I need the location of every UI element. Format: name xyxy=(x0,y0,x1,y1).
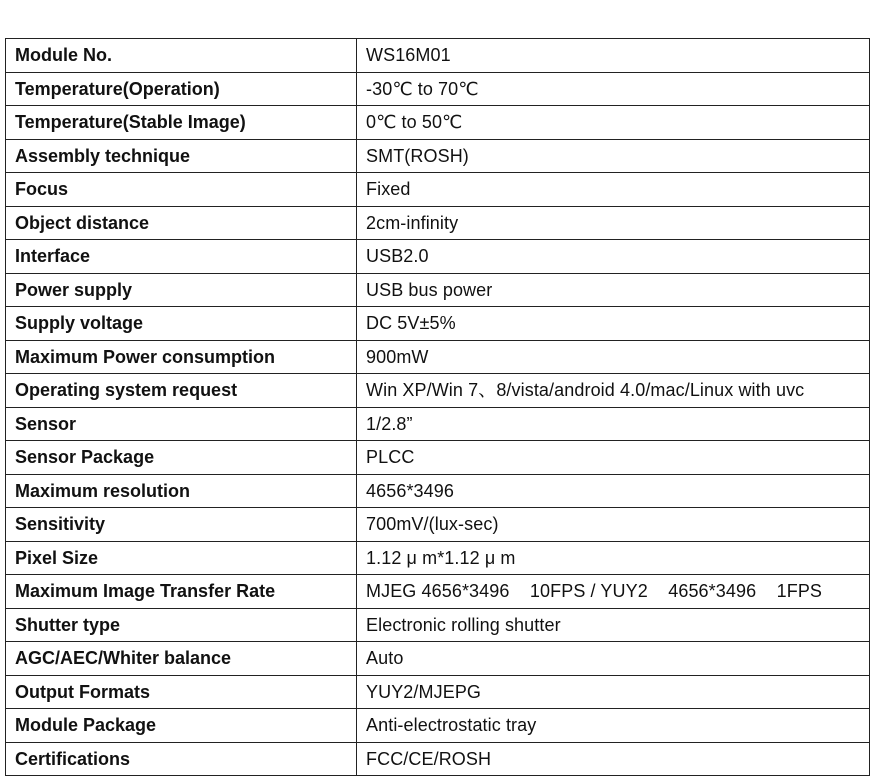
spec-value: USB bus power xyxy=(357,273,870,307)
spec-label: Temperature(Stable Image) xyxy=(6,106,357,140)
table-row xyxy=(6,206,870,240)
table-row xyxy=(6,642,870,676)
spec-value: Auto xyxy=(357,642,870,676)
spec-label: Object distance xyxy=(6,206,357,240)
spec-value: -30℃ to 70℃ xyxy=(357,72,870,106)
spec-label: Output Formats xyxy=(6,675,357,709)
spec-label: Certifications xyxy=(6,742,357,776)
spec-label: Power supply xyxy=(6,273,357,307)
table-row xyxy=(6,374,870,408)
spec-label: AGC/AEC/Whiter balance xyxy=(6,642,357,676)
spec-value: SMT(ROSH) xyxy=(357,139,870,173)
spec-value: FCC/CE/ROSH xyxy=(357,742,870,776)
table-row xyxy=(6,675,870,709)
spec-label: Maximum resolution xyxy=(6,474,357,508)
table-row xyxy=(6,709,870,743)
spec-label: Assembly technique xyxy=(6,139,357,173)
spec-label: Focus xyxy=(6,173,357,207)
spec-value: Win XP/Win 7、8/vista/android 4.0/mac/Linux with uvc xyxy=(357,374,870,408)
spec-label: Maximum Power consumption xyxy=(6,340,357,374)
table-row xyxy=(6,508,870,542)
spec-label: Supply voltage xyxy=(6,307,357,341)
spec-label: Sensitivity xyxy=(6,508,357,542)
spec-value: 2cm-infinity xyxy=(357,206,870,240)
spec-value: Electronic rolling shutter xyxy=(357,608,870,642)
spec-table xyxy=(5,38,870,776)
table-row xyxy=(6,72,870,106)
spec-value: PLCC xyxy=(357,441,870,475)
spec-label: Maximum Image Transfer Rate xyxy=(6,575,357,609)
table-row xyxy=(6,340,870,374)
spec-value: 0℃ to 50℃ xyxy=(357,106,870,140)
spec-value: MJEG 4656*3496 10FPS / YUY2 4656*3496 1FPS xyxy=(357,575,870,609)
spec-value: 700mV/(lux-sec) xyxy=(357,508,870,542)
spec-value: DC 5V±5% xyxy=(357,307,870,341)
table-row xyxy=(6,608,870,642)
spec-value: 900mW xyxy=(357,340,870,374)
table-row xyxy=(6,575,870,609)
table-row xyxy=(6,441,870,475)
table-row xyxy=(6,541,870,575)
spec-value: 1/2.8” xyxy=(357,407,870,441)
spec-value: USB2.0 xyxy=(357,240,870,274)
spec-label: Temperature(Operation) xyxy=(6,72,357,106)
spec-value: YUY2/MJEPG xyxy=(357,675,870,709)
spec-label: Interface xyxy=(6,240,357,274)
spec-label: Sensor xyxy=(6,407,357,441)
spec-value: 4656*3496 xyxy=(357,474,870,508)
spec-label: Shutter type xyxy=(6,608,357,642)
spec-value: WS16M01 xyxy=(357,39,870,73)
table-row xyxy=(6,742,870,776)
spec-label: Operating system request xyxy=(6,374,357,408)
spec-value: Anti-electrostatic tray xyxy=(357,709,870,743)
table-row xyxy=(6,173,870,207)
table-row xyxy=(6,474,870,508)
spec-label: Sensor Package xyxy=(6,441,357,475)
table-row xyxy=(6,407,870,441)
spec-label: Pixel Size xyxy=(6,541,357,575)
table-row xyxy=(6,139,870,173)
table-row xyxy=(6,240,870,274)
table-row xyxy=(6,273,870,307)
spec-value: Fixed xyxy=(357,173,870,207)
table-row xyxy=(6,39,870,73)
spec-label: Module No. xyxy=(6,39,357,73)
table-row xyxy=(6,106,870,140)
spec-label: Module Package xyxy=(6,709,357,743)
table-row xyxy=(6,307,870,341)
spec-value: 1.12 μ m*1.12 μ m xyxy=(357,541,870,575)
